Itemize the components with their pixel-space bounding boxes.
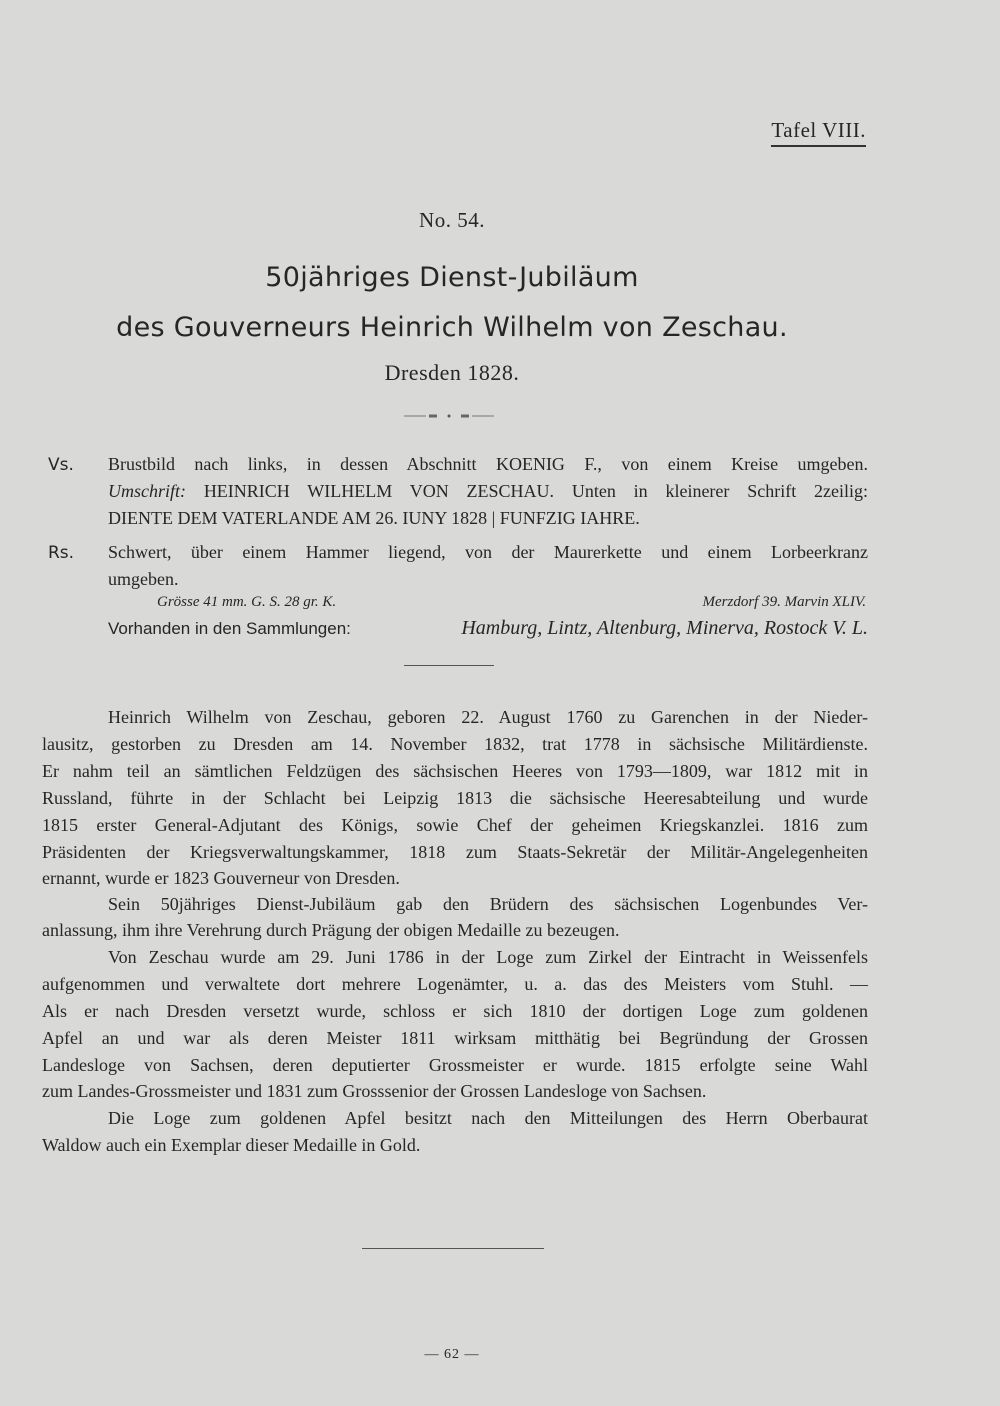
body-line: Russland, führte in der Schlacht bei Leipzig 1813 die sächsische Heeresabteilung und wurde xyxy=(42,788,868,808)
body-line: aufgenommen und verwaltete dort mehrere Logenämter, u. a. das des Meisters vom Stuhl. — xyxy=(42,974,868,994)
collections-prefix: Vorhanden in den Sammlungen: xyxy=(108,619,351,638)
body-line: 1815 erster General-Adjutant des Königs, sowie Chef der geheimen Kriegskanzlei. 1816 zum xyxy=(42,815,868,835)
body-line: Als er nach Dresden versetzt wurde, schloss er sich 1810 der dortigen Loge zum goldenen xyxy=(42,1001,868,1021)
body-line: anlassung, ihm ihre Verehrung durch Prägung der obigen Medaille zu bezeugen. xyxy=(42,920,620,940)
ornament-divider xyxy=(404,413,494,419)
body-line: Präsidenten der Kriegsverwaltungskammer, 1818 zum Staats-Sekretär der Militär-Angelegenheiten xyxy=(42,842,868,862)
obverse-label: Vs. xyxy=(48,455,74,475)
place-year: Dresden 1828. xyxy=(384,360,520,385)
plate-number: Tafel VIII. xyxy=(771,118,866,147)
title-line-2: des Gouverneurs Heinrich Wilhelm von Zeschau. xyxy=(116,312,788,343)
end-rule xyxy=(362,1248,544,1249)
obverse-line-3: DIENTE DEM VATERLANDE AM 26. IUNY 1828 | FUNFZIG IAHRE. xyxy=(108,508,640,528)
body-line: Landesloge von Sachsen, deren deputierter Grossmeister er wurde. 1815 erfolgte seine Wahl xyxy=(42,1055,868,1075)
obverse-line-2 xyxy=(108,480,868,502)
body-line: Er nahm teil an sämtlichen Feldzügen des sächsischen Heeres von 1793—1809, war 1812 mit in xyxy=(42,761,868,781)
body-line: Die Loge zum goldenen Apfel besitzt nach den Mitteilungen des Herrn Oberbaurat xyxy=(108,1108,868,1128)
inscription-label: Umschrift: xyxy=(108,481,186,501)
body-line: Von Zeschau wurde am 29. Juni 1786 in der Loge zum Zirkel der Eintracht in Weissenfels xyxy=(108,947,868,967)
obverse-line-1: Brustbild nach links, in dessen Abschnitt KOENIG F., von einem Kreise umgeben. xyxy=(108,454,868,474)
body-line: zum Landes-Grossmeister und 1831 zum Grosssenior der Grossen Landesloge von Sachsen. xyxy=(42,1081,707,1101)
item-number: No. 54. xyxy=(419,208,485,232)
reverse-line-2: umgeben. xyxy=(108,569,179,589)
body-line: Heinrich Wilhelm von Zeschau, geboren 22. August 1760 zu Garenchen in der Nieder- xyxy=(108,707,868,727)
body-line: lausitz, gestorben zu Dresden am 14. November 1832, trat 1778 in sächsische Militärdienste. xyxy=(42,734,868,754)
body-line: Sein 50jähriges Dienst-Jubiläum gab den Brüdern des sächsischen Logenbundes Ver- xyxy=(108,894,868,914)
inscription-text: HEINRICH WILHELM VON ZESCHAU. Unten in kleinerer Schrift 2zeilig: xyxy=(203,481,868,501)
body-line: Apfel an und war als deren Meister 1811 wirksam mitthätig bei Begründung der Grossen xyxy=(42,1028,868,1048)
collections-line xyxy=(108,617,868,640)
reverse-line-1: Schwert, über einem Hammer liegend, von der Maurerkette und einem Lorbeerkranz xyxy=(108,542,868,562)
references: Merzdorf 39. Marvin XLIV. xyxy=(702,594,866,610)
reverse-label: Rs. xyxy=(48,543,75,563)
title-line-1: 50jähriges Dienst-Jubiläum xyxy=(265,262,639,293)
collections-list: Hamburg, Lintz, Altenburg, Minerva, Rostock V. L. xyxy=(461,617,868,639)
page-number: — 62 — xyxy=(424,1347,480,1362)
body-line: Waldow auch ein Exemplar dieser Medaille in Gold. xyxy=(42,1135,421,1155)
body-line: ernannt, wurde er 1823 Gouverneur von Dresden. xyxy=(42,868,400,888)
medal-specs: Grösse 41 mm. G. S. 28 gr. K. xyxy=(157,594,337,610)
section-divider xyxy=(404,665,494,666)
